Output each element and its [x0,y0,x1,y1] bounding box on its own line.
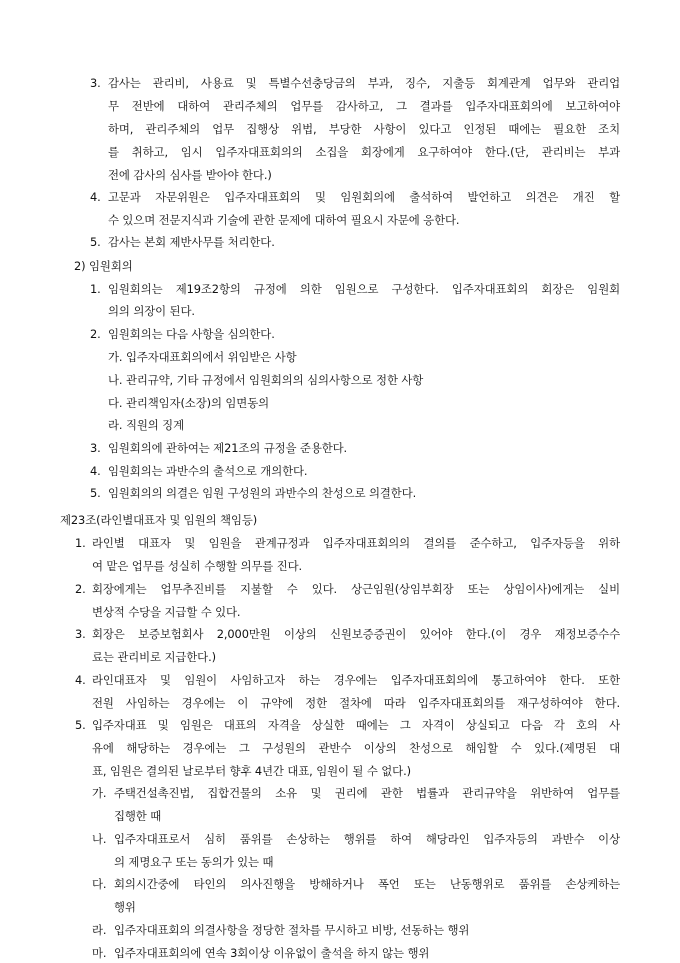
item-number: 3. [90,76,101,90]
sub-item: 가. 입주자대표회의에서 위임받은 사항 [108,350,297,364]
text-line: 의 제명요구 또는 동의가 있는 때 [114,855,274,869]
text-line: 감사는 관리비, 사용료 및 특별수선충당금의 부과, 징수, 지출등 회계관계 업무와 관리업 [108,76,620,90]
item-number: 5. [75,718,86,732]
item-number: 2. [90,327,101,341]
sub-item: 나. 관리규약, 기타 규정에서 임원회의의 심의사항으로 정한 사항 [108,373,424,387]
item-number: 3. [90,441,101,455]
text-line: 변상적 수당을 지급할 수 있다. [92,605,241,619]
text-line: 임원회의는 과반수의 출석으로 개의한다. [108,464,308,478]
text-line: 회장에게는 업무추진비를 지불할 수 있다. 상근임원(상임부회장 또는 상임이사)에게는 실비 [92,582,620,596]
text-line: 의의 의장이 된다. [108,304,195,318]
item-number: 5. [90,486,101,500]
item-number: 4. [90,190,101,204]
text-line: 회장은 보증보험회사 2,000만원 이상의 신원보증증권이 있어야 한다.(이 경우 재정보증수수 [92,627,620,641]
text-line: 하며, 관리주체의 업무 집행상 위법, 부당한 사항이 있다고 인정된 때에는 필요한 조치 [108,122,620,136]
article-title: 제23조(라인별대표자 및 임원의 책임등) [60,513,258,527]
item-number: 1. [75,536,86,550]
text-line: 입주자대표로서 심히 품위를 손상하는 행위를 하여 해당라인 입주자등의 과반수 이상 [114,832,620,846]
sub-item-marker: 다. [92,877,107,891]
sub-item-marker: 나. [92,832,107,846]
text-line: 입주자대표회의에 연속 3회이상 이유없이 출석을 하지 않는 행위 [114,946,430,960]
text-line: 입주자대표회의 의결사항을 정당한 절차를 무시하고 비방, 선동하는 행위 [114,923,470,937]
sub-item: 다. 관리책임자(소장)의 임면동의 [108,396,269,410]
text-line: 라인대표자 및 임원이 사임하고자 하는 경우에는 입주자대표회의에 통고하여야 한다. 또한 [92,673,620,687]
sub-item: 라. 직원의 징계 [108,418,184,432]
text-line: 를 취하고, 임시 입주자대표회의의 소집을 회장에게 요구하여야 한다.(단, 관리비는 부과 [108,145,620,159]
text-line: 전원 사임하는 경우에는 이 규약에 정한 절차에 따라 입주자대표회의를 재구성하여야 한다. [92,696,620,710]
text-line: 임원회의에 관하여는 제21조의 규정을 준용한다. [108,441,348,455]
text-line: 전에 감사의 심사를 받아야 한다.) [108,168,272,182]
item-number: 1. [90,282,101,296]
text-line: 고문과 자문위원은 입주자대표회의 및 임원회의에 출석하여 발언하고 의견은 개진 할 [108,190,620,204]
text-line: 회의시간중에 타인의 의사진행을 방해하거나 폭언 또는 난동행위로 품위를 손상케하는 [114,877,620,891]
sub-item-marker: 마. [92,946,107,960]
text-line: 라인별 대표자 및 임원을 관계규정과 입주자대표회의의 결의를 준수하고, 입주자등을 위하 [92,536,620,550]
text-line: 수 있으며 전문지식과 기술에 관한 문제에 대하여 필요시 자문에 응한다. [108,213,460,227]
text-line: 임원회의는 다음 사항을 심의한다. [108,327,275,341]
text-line: 감사는 본회 제반사무를 처리한다. [108,235,275,249]
sub-item-marker: 라. [92,923,107,937]
text-line: 유에 해당하는 경우에는 그 구성원의 관반수 이상의 찬성으로 해임할 수 있다.(제명된 대 [92,741,620,755]
item-number: 2. [75,582,86,596]
item-number: 5. [90,235,101,249]
text-line: 입주자대표 및 임원은 대표의 자격을 상실한 때에는 그 자격이 상실되고 다음 각 호의 사 [92,718,620,732]
text-line: 임원회의의 의결은 임원 구성원의 과반수의 찬성으로 의결한다. [108,486,417,500]
text-line: 집행한 때 [114,809,162,823]
section-heading: 2) 임원회의 [74,259,133,273]
sub-item-marker: 가. [92,786,107,800]
text-line: 행위 [114,900,136,914]
item-number: 3. [75,627,86,641]
text-line: 료는 관리비로 지급한다.) [92,650,216,664]
item-number: 4. [75,673,86,687]
text-line: 여 맡은 업무를 성실히 수행할 의무를 진다. [92,559,303,573]
item-number: 4. [90,464,101,478]
text-line: 무 전반에 대하여 관리주체의 업무를 감사하고, 그 결과를 입주자대표회의에 보고하여야 [108,99,620,113]
text-line: 임원회의는 제19조2항의 규정에 의한 임원으로 구성한다. 입주자대표회의 회장은 임원회 [108,282,620,296]
text-line: 주택건설촉진법, 집합건물의 소유 및 권리에 관한 법률과 관리규약을 위반하여 업무를 [114,786,620,800]
text-line: 표, 임원은 결의된 날로부터 향후 4년간 대표, 임원이 될 수 없다.) [92,764,411,778]
